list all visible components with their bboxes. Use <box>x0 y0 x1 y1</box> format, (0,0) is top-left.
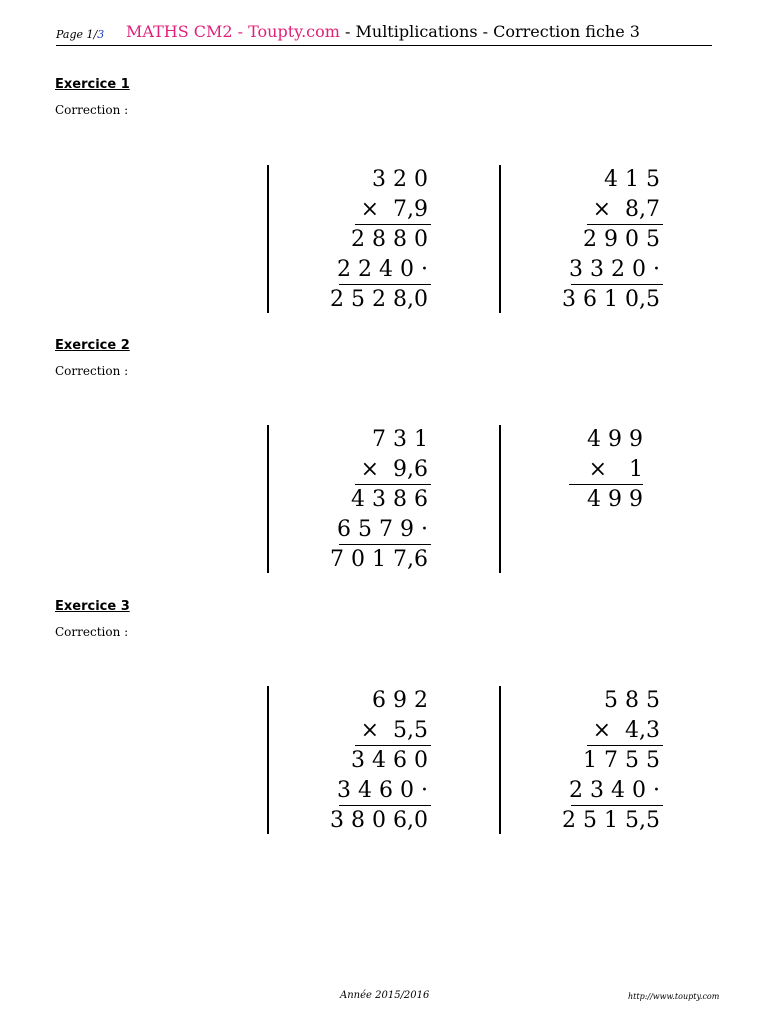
header-rule <box>56 45 712 46</box>
column-separator <box>267 165 269 313</box>
partial-product-1: 3 4 6 0 <box>351 748 428 773</box>
multiplicand: 3 2 0 <box>372 167 428 192</box>
times-sign: × <box>360 197 379 222</box>
product-result: 3 8 0 6,0 <box>330 808 428 833</box>
multiplicand: 6 9 2 <box>372 688 428 713</box>
column-separator <box>499 686 501 834</box>
multiplier-row <box>361 455 428 485</box>
partial-product-2: 2 2 4 0 · <box>337 257 428 282</box>
page-header <box>56 20 712 46</box>
times-sign: × <box>588 457 607 482</box>
product-result: 2 5 1 5,5 <box>562 808 660 833</box>
page-indicator <box>56 28 104 41</box>
partial-product-2: 2 3 4 0 · <box>569 778 660 803</box>
partial-product-1: 2 9 0 5 <box>583 227 660 252</box>
multiplier: 7,9 <box>393 197 428 222</box>
product-result: 2 5 2 8,0 <box>330 287 428 312</box>
multiplicand: 7 3 1 <box>372 427 428 452</box>
page-title <box>126 22 640 41</box>
page-total: 3 <box>97 28 105 41</box>
column-separator <box>267 686 269 834</box>
multiplicand: 4 1 5 <box>604 167 660 192</box>
multiplier-row <box>589 455 643 485</box>
partial-product-2: 3 3 2 0 · <box>569 257 660 282</box>
multiplier: 1 <box>629 457 643 482</box>
brand-title: MATHS CM2 - Toupty.com <box>126 22 340 41</box>
multiplier: 4,3 <box>625 718 660 743</box>
multiplier: 8,7 <box>625 197 660 222</box>
partial-product-2: 6 5 7 9 · <box>337 517 428 542</box>
exercise-3-title: Exercice 3 <box>55 599 130 614</box>
times-sign: × <box>360 457 379 482</box>
multiplier-row <box>593 195 660 225</box>
exercise-3-label: Correction : <box>55 625 129 639</box>
column-separator <box>499 425 501 573</box>
multiplier: 9,6 <box>393 457 428 482</box>
exercise-2-label: Correction : <box>55 364 129 378</box>
column-separator <box>267 425 269 573</box>
product-result: 3 6 1 0,5 <box>562 287 660 312</box>
page-prefix: Page 1/ <box>56 28 98 41</box>
multiplier-row <box>361 716 428 746</box>
title-rest: - Multiplications - Correction fiche 3 <box>339 22 640 41</box>
times-sign: × <box>592 718 611 743</box>
multiplier-row <box>361 195 428 225</box>
multiplier: 5,5 <box>393 718 428 743</box>
partial-product-2: 3 4 6 0 · <box>337 778 428 803</box>
footer-year: Année 2015/2016 <box>340 990 430 1001</box>
multiplicand: 4 9 9 <box>587 427 643 452</box>
multiplicand: 5 8 5 <box>604 688 660 713</box>
column-separator <box>499 165 501 313</box>
times-sign: × <box>360 718 379 743</box>
exercise-1-label: Correction : <box>55 103 129 117</box>
exercise-2-title: Exercice 2 <box>55 338 130 353</box>
partial-product-1: 1 7 5 5 <box>583 748 660 773</box>
footer-url: http://www.toupty.com <box>628 992 720 1001</box>
product-result: 4 9 9 <box>587 487 643 512</box>
partial-product-1: 4 3 8 6 <box>351 487 428 512</box>
product-result: 7 0 1 7,6 <box>330 547 428 572</box>
times-sign: × <box>592 197 611 222</box>
exercise-1-title: Exercice 1 <box>55 77 130 92</box>
multiplier-row <box>593 716 660 746</box>
partial-product-1: 2 8 8 0 <box>351 227 428 252</box>
